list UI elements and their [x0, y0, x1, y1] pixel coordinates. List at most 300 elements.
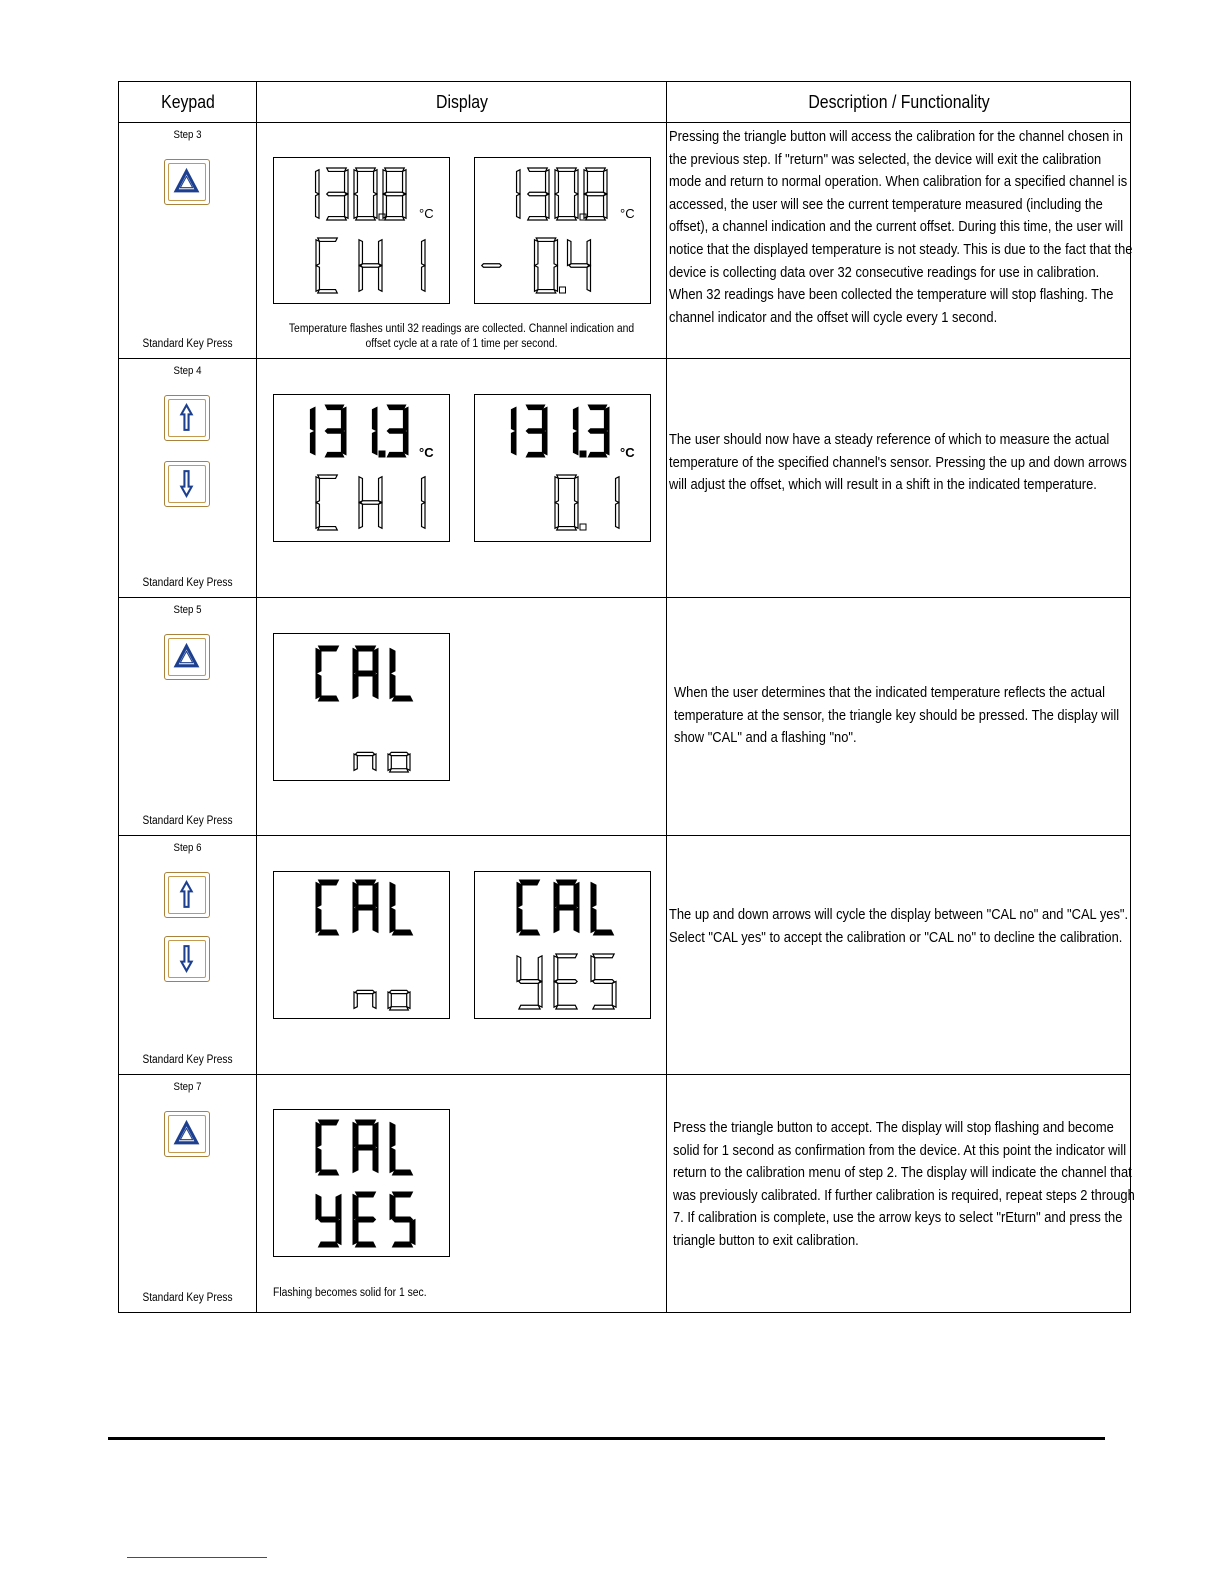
description-cell [667, 598, 1131, 836]
lcd-segment [573, 407, 578, 431]
press-label: Standard Key Press [142, 1054, 233, 1066]
lcd-segment [390, 908, 395, 933]
lcd-segment [388, 992, 391, 1008]
lcd-segment [511, 407, 516, 431]
lcd-segment [390, 769, 409, 772]
lcd-segment [574, 908, 579, 933]
lcd-segment [517, 194, 520, 218]
lcd-segment [390, 649, 395, 674]
lcd-segment [310, 407, 315, 431]
lcd-segment [403, 407, 408, 431]
lcd-segment [422, 503, 425, 529]
lcd-readout [274, 395, 449, 541]
lcd-segment [575, 477, 578, 503]
lcd-segment [353, 908, 358, 933]
step-label: Step 3 [173, 129, 202, 141]
lcd-segment [587, 240, 590, 266]
lcd-segment [555, 503, 558, 529]
lcd-readout [274, 872, 449, 1018]
display-cell [257, 1075, 667, 1313]
lcd-segment-text [316, 1192, 415, 1247]
lcd-segment [591, 883, 596, 908]
lcd-segment [356, 168, 376, 171]
lcd-segment [407, 992, 410, 1008]
press-label: Standard Key Press [142, 815, 233, 827]
triangle-key-button[interactable] [164, 634, 210, 680]
lcd-segment [356, 1192, 376, 1197]
lcd-segment [556, 980, 577, 984]
lcd-segment [586, 168, 606, 171]
lcd-segment [379, 503, 382, 529]
lcd-segment [356, 990, 375, 993]
lcd-segment [336, 1220, 341, 1245]
lcd-segment-text [316, 238, 425, 293]
lcd-decimal-point [580, 524, 586, 530]
lcd-segment [373, 1123, 378, 1148]
footer-link-underline [127, 1557, 267, 1558]
lcd-readout [475, 872, 650, 1018]
lcd-segment [385, 168, 405, 171]
lcd-decimal-point [379, 214, 385, 220]
lcd-segment [422, 266, 425, 292]
lcd-segment [383, 170, 386, 194]
lcd-segment [316, 503, 319, 529]
lcd-segment [388, 754, 391, 770]
lcd-segment [520, 930, 540, 935]
lcd-segment [353, 1123, 358, 1148]
lcd-segment [557, 475, 577, 478]
lcd-segment [373, 883, 378, 908]
lcd-display [474, 871, 651, 1019]
lcd-segment [372, 431, 377, 455]
lcd-segment [517, 883, 522, 908]
lcd-segment [390, 1007, 409, 1010]
description-cell [667, 359, 1131, 598]
lcd-readout [274, 158, 449, 303]
lcd-segment [403, 170, 406, 194]
lcd-segment-text [354, 990, 410, 1010]
lcd-segment [356, 1120, 376, 1125]
lcd-segment [557, 217, 577, 220]
lcd-segment [359, 503, 362, 529]
lcd-segment [385, 217, 405, 220]
lcd-segment [353, 1195, 358, 1220]
lcd-segment-text [482, 238, 591, 293]
lcd-segment [556, 954, 577, 958]
description-text: The user should now have a steady reference of which to measure the actual temperature of the specified channel's sensor. Pressing the up and down arrows will adjust the offset, which will result in a shift in the indicated temperature. [669, 431, 1127, 494]
lcd-segment [587, 266, 590, 292]
lcd-segment [319, 696, 339, 701]
lcd-segment [379, 477, 382, 503]
up-arrow-icon [171, 879, 202, 910]
lcd-segment [591, 908, 596, 933]
lcd-segment [393, 1242, 413, 1247]
lcd-segment [555, 194, 558, 218]
lcd-segment [554, 240, 557, 266]
lcd-segment [554, 956, 558, 982]
down-arrow-icon [171, 468, 202, 499]
lcd-segment [387, 429, 405, 434]
lcd-segment [356, 752, 375, 755]
lcd-segment [356, 905, 376, 910]
triangle-key-button[interactable] [164, 159, 210, 205]
up-arrow-icon [171, 402, 202, 433]
lcd-segment [575, 503, 578, 529]
lcd-segment [316, 266, 319, 292]
lcd-segment [410, 1220, 415, 1245]
lcd-display [273, 394, 450, 542]
lcd-segment [393, 930, 413, 935]
lcd-segment [555, 170, 558, 194]
table-row-step-3 [119, 123, 1131, 359]
description-text: The up and down arrows will cycle the display between "CAL no" and "CAL yes". Select "CAL yes" to accept the calibration or "CAL no" to decline the calibration. [669, 906, 1129, 946]
lcd-segment [520, 880, 540, 885]
table-row-step-6 [119, 836, 1131, 1075]
header-keypad: Keypad [127, 82, 248, 123]
lcd-segment [327, 192, 347, 195]
lcd-segment [556, 1005, 577, 1009]
lcd-segment [517, 170, 520, 194]
up-arrow-key-button[interactable] [164, 872, 210, 918]
triangle-icon [171, 641, 202, 672]
lcd-display [273, 157, 450, 304]
press-label: Standard Key Press [142, 338, 233, 350]
lcd-segment [316, 883, 321, 908]
lcd-segment [593, 954, 614, 958]
lcd-segment [407, 754, 410, 770]
lcd-segment [536, 238, 556, 241]
description-text: When the user determines that the indicated temperature reflects the actual temperature at the sensor, the triangle key should be pressed. The display will show "CAL" and a flashing "no". [674, 684, 1120, 747]
lcd-segment [361, 264, 381, 267]
lcd-segment [354, 170, 357, 194]
lcd-segment [316, 908, 321, 933]
lcd-segment [574, 883, 579, 908]
lcd-segment [354, 754, 357, 770]
lcd-segment [387, 452, 405, 457]
lcd-segment [345, 170, 348, 194]
lcd-segment [584, 170, 587, 194]
lcd-segment [591, 956, 595, 982]
lcd-segment [316, 1195, 321, 1220]
lcd-segment [316, 194, 319, 218]
lcd-segment [353, 883, 358, 908]
display-caption: Flashing becomes solid for 1 sec. [273, 1287, 427, 1299]
lcd-decimal-point [580, 214, 586, 220]
lcd-segment [336, 1195, 341, 1220]
lcd-segment [557, 880, 577, 885]
lcd-segment [319, 646, 339, 651]
lcd-segment [310, 431, 315, 455]
press-label: Standard Key Press [142, 1292, 233, 1304]
lcd-segment [604, 431, 609, 455]
lcd-segment [612, 982, 616, 1008]
lcd-readout [475, 158, 650, 303]
lcd-segment [526, 452, 544, 457]
step-label: Step 6 [173, 842, 202, 854]
lcd-segment [519, 980, 540, 984]
table-row-step-4 [119, 359, 1131, 598]
lcd-segment [319, 1120, 339, 1125]
lcd-decimal-point [580, 451, 586, 457]
lcd-segment [379, 240, 382, 266]
lcd-segment [356, 1145, 376, 1150]
description-cell [667, 836, 1131, 1075]
lcd-segment [393, 1170, 413, 1175]
keypad-cell [119, 359, 257, 598]
lcd-segment [341, 407, 346, 431]
lcd-segment [593, 1005, 614, 1009]
description-cell [667, 123, 1131, 359]
lcd-segment [390, 1195, 395, 1220]
lcd-unit: °C [620, 206, 635, 221]
lcd-segment [393, 1192, 413, 1197]
lcd-display [474, 394, 651, 542]
lcd-segment [604, 170, 607, 194]
lcd-segment [374, 170, 377, 194]
lcd-segment [316, 170, 319, 194]
lcd-readout [274, 634, 449, 780]
lcd-unit: °C [419, 206, 434, 221]
lcd-segment-text [517, 880, 614, 935]
lcd-segment [316, 649, 321, 674]
header-display: Display [281, 82, 642, 123]
lcd-segment [390, 990, 409, 993]
display-cell [257, 836, 667, 1075]
lcd-segment [536, 290, 556, 293]
keypad-cell [119, 1075, 257, 1313]
lcd-segment-text [316, 880, 413, 935]
description-text: Press the triangle button to accept. The display will stop flashing and become solid for 1 second as confirmation from the device. At this point the indicator will return to the calibration menu of step 2. The display will indicate the channel that was previously calibrated. If further calibration is required, repeat steps 2 through 7. If calibration is complete, use the arrow keys to select "rEturn" and press the triangle button to exit calibration. [673, 1119, 1135, 1249]
lcd-segment [373, 908, 378, 933]
lcd-segment [373, 674, 378, 699]
lcd-segment [542, 431, 547, 455]
press-label: Standard Key Press [142, 577, 233, 589]
lcd-segment [557, 168, 577, 171]
lcd-segment [588, 429, 606, 434]
lcd-segment [403, 194, 406, 218]
table-row-step-5 [119, 598, 1131, 836]
triangle-icon [171, 1118, 202, 1149]
triangle-icon [171, 166, 202, 197]
lcd-segment [593, 980, 614, 984]
lcd-segment [554, 908, 559, 933]
lcd-display [273, 633, 450, 781]
lcd-segment [526, 429, 544, 434]
down-arrow-icon [171, 943, 202, 974]
lcd-segment [356, 646, 376, 651]
lcd-segment [356, 671, 376, 676]
lcd-segment [359, 240, 362, 266]
lcd-segment-text [310, 405, 408, 457]
lcd-segment [557, 527, 577, 530]
lcd-segment [422, 477, 425, 503]
lcd-segment [555, 477, 558, 503]
lcd-segment [319, 1242, 339, 1247]
lcd-segment [325, 452, 343, 457]
keypad-cell [119, 123, 257, 359]
lcd-segment [542, 407, 547, 431]
lcd-segment [528, 217, 548, 220]
lcd-segment [390, 674, 395, 699]
lcd-segment [546, 170, 549, 194]
lcd-segment [325, 405, 343, 410]
lcd-segment [356, 217, 376, 220]
down-arrow-key-button[interactable] [164, 936, 210, 982]
lcd-segment [575, 170, 578, 194]
lcd-segment [554, 883, 559, 908]
lcd-segment [390, 1123, 395, 1148]
lcd-segment-text [316, 646, 413, 701]
lcd-segment [353, 1220, 358, 1245]
lcd-segment [345, 194, 348, 218]
lcd-readout [475, 395, 650, 541]
lcd-readout [274, 1110, 449, 1256]
lcd-segment [573, 431, 578, 455]
lcd-segment [575, 194, 578, 218]
lcd-segment [327, 217, 347, 220]
lcd-segment [353, 649, 358, 674]
lcd-display [273, 1109, 450, 1257]
lcd-segment [373, 992, 376, 1008]
lcd-segment [422, 240, 425, 266]
lcd-segment [528, 192, 548, 195]
lcd-segment [327, 168, 347, 171]
lcd-segment [356, 880, 376, 885]
lcd-segment [586, 217, 606, 220]
lcd-segment-text [316, 168, 406, 220]
lcd-segment [538, 956, 542, 982]
lcd-display [474, 157, 651, 304]
lcd-segment [403, 431, 408, 455]
description-cell [667, 1075, 1135, 1313]
down-arrow-key-button[interactable] [164, 461, 210, 507]
lcd-segment [526, 405, 544, 410]
lcd-unit: °C [419, 445, 434, 460]
lcd-segment [316, 1123, 321, 1148]
lcd-segment [517, 908, 522, 933]
lcd-segment [390, 883, 395, 908]
keypad-cell [119, 836, 257, 1075]
lcd-segment [482, 264, 502, 267]
lcd-segment [616, 477, 619, 503]
table-header-row [119, 82, 1131, 123]
footer-rule [108, 1437, 1105, 1440]
lcd-segment [519, 1005, 540, 1009]
lcd-segment [316, 1148, 321, 1173]
lcd-segment [372, 407, 377, 431]
lcd-segment [554, 982, 558, 1008]
lcd-segment [588, 452, 606, 457]
lcd-segment [387, 405, 405, 410]
lcd-segment [528, 168, 548, 171]
lcd-segment [316, 477, 319, 503]
lcd-segment [554, 266, 557, 292]
lcd-segment [353, 1148, 358, 1173]
lcd-segment [379, 266, 382, 292]
lcd-segment [319, 930, 339, 935]
lcd-segment [341, 431, 346, 455]
up-arrow-key-button[interactable] [164, 395, 210, 441]
lcd-segment [385, 192, 405, 195]
lcd-segment-text [511, 405, 609, 457]
lcd-segment [569, 264, 589, 267]
lcd-segment [325, 429, 343, 434]
lcd-decimal-point [560, 287, 566, 293]
lcd-segment-text [555, 475, 619, 530]
lcd-segment-text [354, 752, 410, 772]
lcd-segment [538, 982, 542, 1008]
lcd-segment [373, 649, 378, 674]
lcd-segment [393, 696, 413, 701]
lcd-segment [588, 405, 606, 410]
lcd-segment [359, 266, 362, 292]
lcd-segment [319, 1217, 339, 1222]
lcd-segment [356, 1242, 376, 1247]
lcd-unit: °C [620, 445, 635, 460]
lcd-segment [354, 992, 357, 1008]
display-cell [257, 598, 667, 836]
lcd-segment [319, 880, 339, 885]
lcd-segment [318, 527, 338, 530]
lcd-segment [517, 956, 521, 982]
lcd-segment [604, 194, 607, 218]
lcd-segment [568, 240, 571, 266]
lcd-segment [319, 1170, 339, 1175]
lcd-segment [586, 192, 606, 195]
lcd-segment-text [316, 475, 425, 530]
lcd-segment [390, 1148, 395, 1173]
lcd-segment [604, 407, 609, 431]
lcd-segment [316, 240, 319, 266]
lcd-segment [373, 1148, 378, 1173]
lcd-segment [318, 475, 338, 478]
calibration-steps-table [118, 81, 1135, 1313]
step-label: Step 4 [173, 365, 202, 377]
lcd-segment-text [517, 954, 616, 1009]
lcd-segment [511, 431, 516, 455]
lcd-segment [353, 674, 358, 699]
lcd-segment [374, 194, 377, 218]
lcd-segment [616, 503, 619, 529]
table-row-step-7 [119, 1075, 1131, 1313]
lcd-decimal-point [379, 451, 385, 457]
lcd-segment [594, 930, 614, 935]
lcd-display [273, 871, 450, 1019]
description-text: Pressing the triangle button will access the calibration for the channel chosen in the previous step. If "return" was selected, the device will exit the calibration mode and return to normal operation. When calibration for a specified channel is accessed, the user will see the current temperature measured (including the offset), a channel indication and the current offset. During this time, the user will notice that the displayed temperature is not steady. This is due to the fact that the device is collecting data over 32 consecutive readings for use in calibration. When 32 readings have been collected the temperature will stop flashing. The channel indicator and the offset will cycle every 1 second. [669, 128, 1133, 326]
lcd-segment [356, 1217, 376, 1222]
triangle-key-button[interactable] [164, 1111, 210, 1157]
display-caption: Temperature flashes until 32 readings are collected. Channel indication and offset cycle at a rate of 1 time per second. [288, 323, 635, 350]
lcd-segment [316, 674, 321, 699]
lcd-segment [359, 477, 362, 503]
lcd-segment [557, 905, 577, 910]
lcd-segment [393, 1217, 413, 1222]
lcd-segment [390, 752, 409, 755]
display-cell [257, 359, 667, 598]
display-cell [257, 123, 667, 359]
step-label: Step 7 [173, 1081, 202, 1093]
lcd-segment [373, 754, 376, 770]
lcd-segment [535, 266, 538, 292]
keypad-cell [119, 598, 257, 836]
header-description: Description / Functionality [694, 82, 1102, 123]
step-label: Step 5 [173, 604, 202, 616]
lcd-segment [318, 290, 338, 293]
lcd-segment [354, 194, 357, 218]
lcd-segment [535, 240, 538, 266]
lcd-segment [361, 501, 381, 504]
lcd-segment [546, 194, 549, 218]
